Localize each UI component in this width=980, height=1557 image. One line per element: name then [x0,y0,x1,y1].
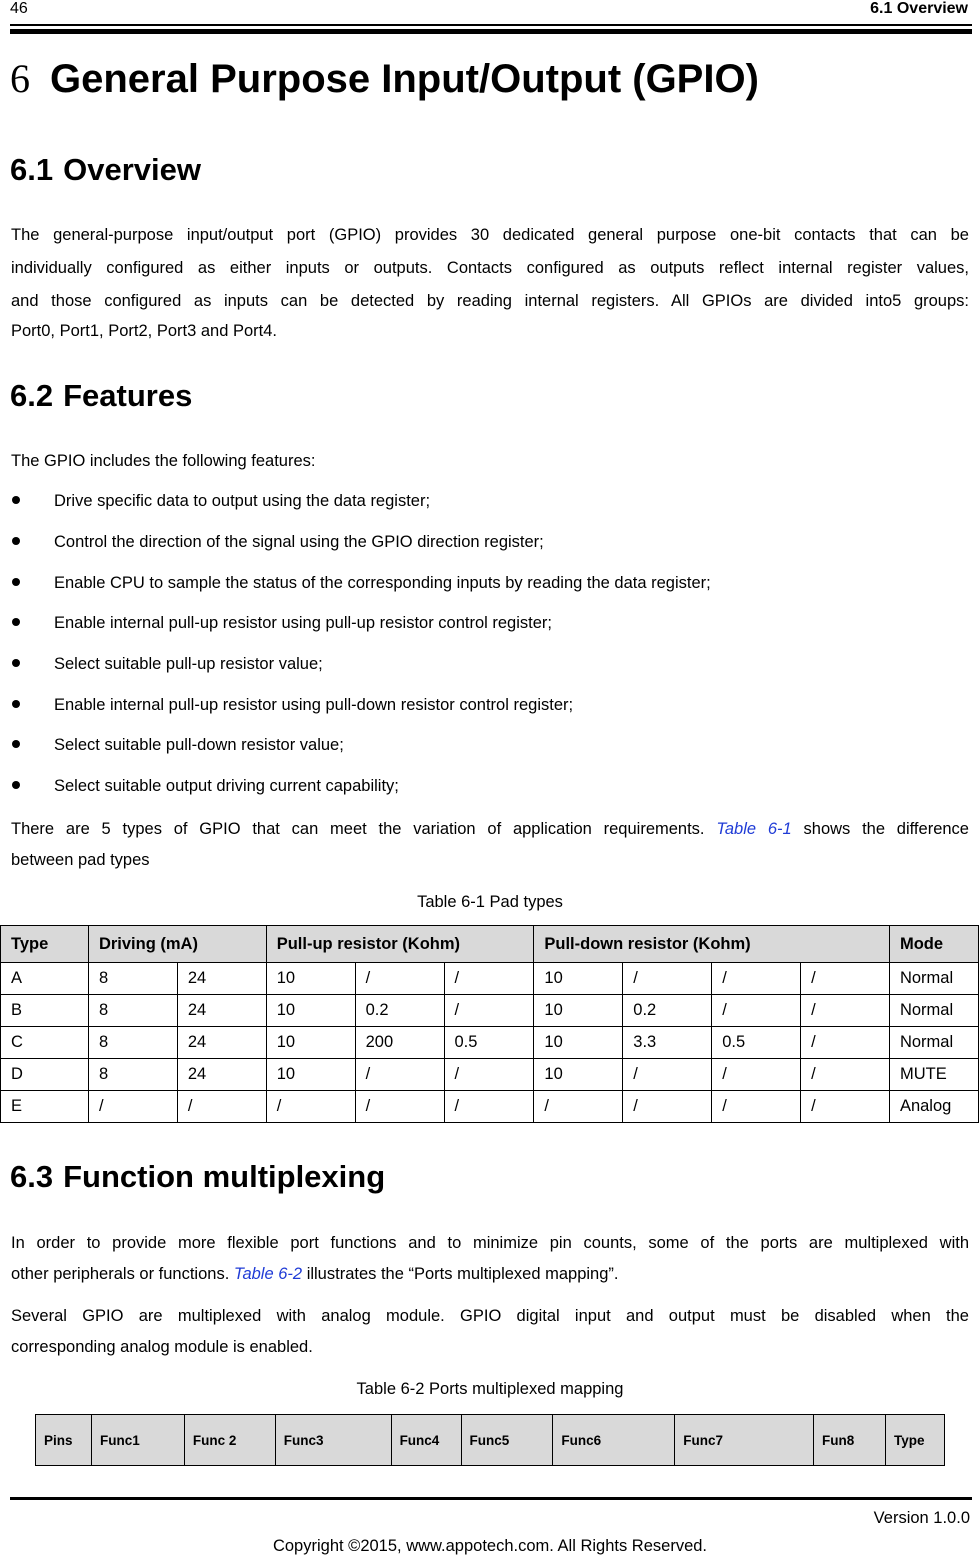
table-cell: 10 [534,1027,623,1059]
header-rule-thin [10,24,972,26]
table-cell: 10 [534,963,623,995]
section-title: Function multiplexing [63,1159,386,1194]
table-cell: Normal [889,995,978,1027]
section-number: 6.1 [10,152,54,187]
bullet-icon [12,740,20,748]
chapter-number: 6 [10,56,30,101]
table-cell: 8 [88,1059,177,1091]
bullet-text: Select suitable pull-down resistor value; [54,736,344,754]
table-cell: 10 [266,1059,355,1091]
table-header-row [36,1415,945,1466]
col-header: Func1 [91,1415,184,1466]
bullet-text: Drive specific data to output using the data register; [54,492,431,510]
feature-bullet [10,614,552,633]
col-header: Func7 [675,1415,814,1466]
table-6-1-link[interactable]: Table 6-1 [716,820,792,838]
table-cell: 8 [88,963,177,995]
bullet-text: Select suitable pull-up resistor value; [54,655,323,673]
bullet-text: Control the direction of the signal using the GPIO direction register; [54,533,544,551]
col-header: Func6 [553,1415,675,1466]
footer-rule [10,1497,972,1500]
table-cell: 24 [177,1059,266,1091]
page-number: 46 [10,0,28,17]
table-cell: Normal [889,1027,978,1059]
col-header: Driving (mA) [88,926,266,963]
table-header-row [1,926,979,963]
table-cell: / [801,963,890,995]
table-cell: / [444,1091,534,1123]
table-cell: 0.2 [355,995,444,1027]
col-header: Func3 [275,1415,391,1466]
col-header: Type [885,1415,944,1466]
feature-bullet [10,696,573,715]
table-cell: E [1,1091,89,1123]
table-cell: B [1,995,89,1027]
table-cell: / [266,1091,355,1123]
table-cell: C [1,1027,89,1059]
table-cell: / [801,995,890,1027]
table-6-1-caption: Table 6-1 Pad types [417,893,563,911]
table-row [1,1027,979,1059]
feature-bullet [10,574,711,593]
table-row [1,963,979,995]
chapter-title-text: General Purpose Input/Output (GPIO) [50,57,759,101]
overview-line-2: individually configured as either inputs or outputs. Contacts configured as outputs reflect internal register values, [11,259,969,277]
mux-line-2: other peripherals or functions. Table 6-2 illustrates the “Ports multiplexed mapping”. [11,1265,619,1283]
table-cell: / [801,1091,890,1123]
table-cell: 3.3 [623,1027,712,1059]
col-header: Func5 [461,1415,553,1466]
table-cell: 10 [266,995,355,1027]
bullet-text: Enable CPU to sample the status of the corresponding inputs by reading the data register; [54,574,711,592]
col-header: Pull-down resistor (Kohm) [534,926,890,963]
section-title: Overview [63,152,201,187]
pad-types-line-2: between pad types [11,851,150,869]
table-cell: / [623,1091,712,1123]
table-cell: 24 [177,995,266,1027]
table-cell: / [177,1091,266,1123]
table-cell: D [1,1059,89,1091]
col-header: Fun8 [814,1415,886,1466]
table-cell: A [1,963,89,995]
table-6-2-link[interactable]: Table 6-2 [233,1265,303,1283]
bullet-icon [12,781,20,789]
version-label: Version 1.0.0 [873,1509,970,1527]
table-cell: Analog [889,1091,978,1123]
bullet-icon [12,659,20,667]
table-cell: / [88,1091,177,1123]
bullet-icon [12,496,20,504]
table-cell: / [444,963,534,995]
table-row [1,1091,979,1123]
bullet-text: Select suitable output driving current capability; [54,777,399,795]
feature-bullet [10,655,323,674]
section-title: Features [63,378,193,413]
table-cell: Normal [889,963,978,995]
table-cell: 10 [266,1027,355,1059]
header-rule-thick [10,29,972,34]
table-cell: / [712,1059,801,1091]
col-header: Mode [889,926,978,963]
features-intro: The GPIO includes the following features: [11,452,316,470]
table-cell: / [355,1059,444,1091]
feature-bullet [10,533,544,552]
ports-mux-table [35,1414,945,1466]
bullet-text: Enable internal pull-up resistor using pull-up resistor control register; [54,614,552,632]
feature-bullet [10,736,344,755]
section-heading-6-3 [10,1159,385,1195]
bullet-icon [12,618,20,626]
chapter-title [10,55,759,102]
table-cell: / [623,963,712,995]
table-cell: 24 [177,963,266,995]
table-cell: 0.2 [623,995,712,1027]
table-cell: / [801,1059,890,1091]
col-header: Pull-up resistor (Kohm) [266,926,534,963]
table-cell: 0.5 [444,1027,534,1059]
feature-bullet [10,492,430,511]
table-cell: 8 [88,995,177,1027]
overview-line-1: The general-purpose input/output port (GPIO) provides 30 dedicated general purpose one-bit contacts that can be [11,226,969,244]
section-number: 6.2 [10,378,54,413]
table-cell: / [623,1059,712,1091]
table-row [1,1059,979,1091]
mux-line-4: corresponding analog module is enabled. [11,1338,313,1356]
feature-bullet [10,777,399,796]
col-header: Type [1,926,89,963]
bullet-icon [12,700,20,708]
col-header: Func4 [391,1415,461,1466]
table-cell: / [444,1059,534,1091]
table-cell: MUTE [889,1059,978,1091]
table-cell: / [712,1091,801,1123]
table-cell: / [801,1027,890,1059]
copyright: Copyright ©2015, www.appotech.com. All Rights Reserved. [272,1537,708,1555]
table-cell: / [534,1091,623,1123]
section-heading-6-1 [10,152,201,188]
table-cell: 24 [177,1027,266,1059]
table-row [1,995,979,1027]
bullet-icon [12,537,20,545]
running-header: 6.1 Overview [870,0,968,17]
bullet-icon [12,578,20,586]
table-cell: / [712,995,801,1027]
col-header: Pins [36,1415,92,1466]
table-6-2-caption: Table 6-2 Ports multiplexed mapping [356,1380,624,1398]
overview-line-4: Port0, Port1, Port2, Port3 and Port4. [11,322,277,340]
table-cell: 10 [534,1059,623,1091]
overview-line-3: and those configured as inputs can be detected by reading internal registers. All GPIOs are divided into5 groups: [11,292,969,310]
table-cell: 10 [266,963,355,995]
mux-line-3: Several GPIO are multiplexed with analog module. GPIO digital input and output must be disabled when the [11,1307,969,1325]
table-cell: / [355,1091,444,1123]
table-cell: 10 [534,995,623,1027]
table-cell: 0.5 [712,1027,801,1059]
table-cell: / [444,995,534,1027]
table-cell: 200 [355,1027,444,1059]
table-cell: 8 [88,1027,177,1059]
mux-line-1: In order to provide more flexible port functions and to minimize pin counts, some of the ports are multiplexed with [11,1234,969,1252]
section-number: 6.3 [10,1159,54,1194]
pad-types-line-1: There are 5 types of GPIO that can meet the variation of application requirements. Table 6-1 shows the difference [11,820,969,838]
table-cell: / [712,963,801,995]
pad-types-table [0,925,979,1123]
col-header: Func 2 [184,1415,275,1466]
table-cell: / [355,963,444,995]
section-heading-6-2 [10,378,192,414]
bullet-text: Enable internal pull-up resistor using pull-down resistor control register; [54,696,574,714]
